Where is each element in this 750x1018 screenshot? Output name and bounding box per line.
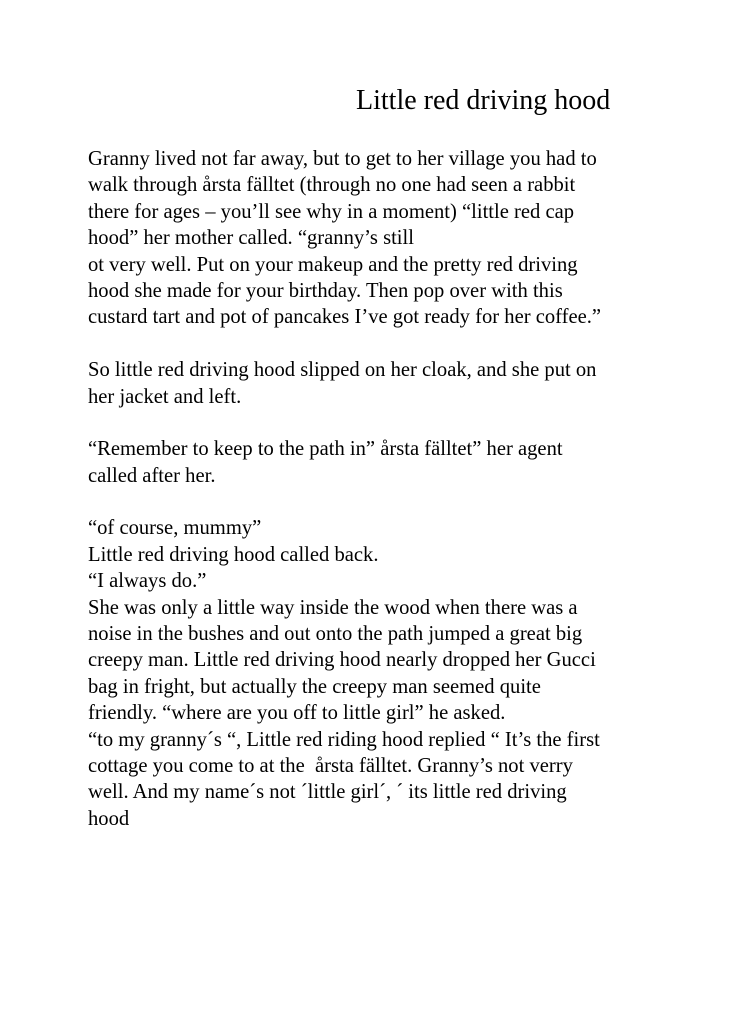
text-line: walk through årsta fälltet (through no one had seen a rabbit xyxy=(88,174,576,197)
text-line: noise in the bushes and out onto the path jumped a great big xyxy=(88,623,583,646)
text-line: hood she made for your birthday. Then pop over with this xyxy=(88,279,563,302)
story-body xyxy=(88,146,738,832)
text-line: She was only a little way inside the wood when there was a xyxy=(88,596,578,619)
text-line: her jacket and left. xyxy=(88,385,242,408)
document-title: Little red driving hood xyxy=(356,85,611,116)
text-line: custard tart and pot of pancakes I’ve got ready for her coffee.” xyxy=(88,306,602,329)
text-line: “of course, mummy” xyxy=(88,517,262,540)
text-line: bag in fright, but actually the creepy man seemed quite xyxy=(88,675,541,698)
paragraph-break xyxy=(88,489,738,515)
text-line: called after her. xyxy=(88,464,216,487)
paragraph-break xyxy=(88,331,738,357)
text-line: hood” her mother called. “granny’s still xyxy=(88,227,414,250)
text-line: So little red driving hood slipped on her cloak, and she put on xyxy=(88,359,597,382)
text-line: friendly. “where are you off to little girl” he asked. xyxy=(88,702,506,725)
text-line: well. And my name´s not ´little girl´, ´ its little red driving xyxy=(88,781,567,804)
text-line: hood xyxy=(88,807,130,830)
text-line: Little red driving hood called back. xyxy=(88,543,379,566)
text-line: “I always do.” xyxy=(88,570,207,593)
text-line: “Remember to keep to the path in” årsta fälltet” her agent xyxy=(88,438,563,461)
text-line: cottage you come to at the årsta fälltet. Granny’s not verry xyxy=(88,754,573,777)
text-line: Granny lived not far away, but to get to her village you had to xyxy=(88,148,597,170)
text-line: creepy man. Little red driving hood nearly dropped her Gucci xyxy=(88,649,596,672)
text-line: “to my granny´s “, Little red riding hood replied “ It’s the first xyxy=(88,728,600,751)
text-line: ot very well. Put on your makeup and the pretty red driving xyxy=(88,253,578,276)
paragraph-break xyxy=(88,410,738,436)
text-line: there for ages – you’ll see why in a moment) “little red cap xyxy=(88,200,575,223)
